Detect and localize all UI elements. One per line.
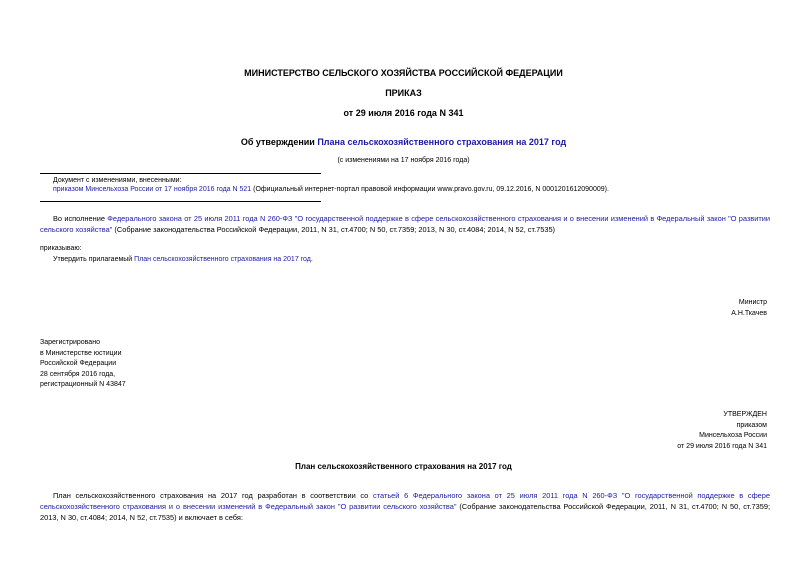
- doc-title-link[interactable]: Плана сельскохозяйственного страхования на 2017 год: [317, 137, 567, 147]
- plan-paragraph: [40, 490, 770, 523]
- preamble-prefix: Во исполнение: [53, 214, 108, 223]
- signature-block: [731, 298, 767, 319]
- doc-date-number: от 29 июля 2016 года N 341: [343, 108, 464, 118]
- ministry-heading: МИНИСТЕРСТВО СЕЛЬСКОГО ХОЗЯЙСТВА РОССИЙСКОЙ ФЕДЕРАЦИИ: [244, 68, 563, 78]
- divider-top: [40, 173, 321, 174]
- preamble-suffix: (Собрание законодательства Российской Федерации, 2011, N 31, ст.4700; N 50, ст.7359; 2013, N 30, ст.4084; 2014, N 52, ст.7535): [112, 225, 556, 234]
- amendments-line: [53, 186, 609, 193]
- doc-type-heading: ПРИКАЗ: [385, 88, 422, 98]
- signature-position: Министр: [738, 299, 767, 306]
- approval-line: Минсельхоза России: [699, 432, 767, 439]
- article-link[interactable]: статьей 6 Федерального закона от 25 июля 2011 года N 260-ФЗ "О государственной поддержке в сфере сельскохозяйственного страхования и о внесении изменений в Федеральный закон "О развитии сельского хозяйства": [40, 491, 770, 511]
- amendment-order-link[interactable]: приказом Минсельхоза России от 17 ноября 2016 года N 521: [53, 186, 252, 193]
- approval-block: [677, 410, 767, 452]
- federal-law-link[interactable]: Федерального закона от 25 июля 2011 года N 260-ФЗ "О государственной поддержке в сфере сельскохозяйственного страхования и о внесении изменений в Федеральный закон "О развитии сельского хозяйства": [40, 214, 770, 234]
- approval-line: УТВЕРЖДЕН: [723, 411, 767, 418]
- registration-block: [40, 338, 126, 391]
- plan-link[interactable]: План сельскохозяйственного страхования на 2017 год: [134, 256, 311, 263]
- doc-title: [0, 137, 807, 147]
- order-word: приказываю:: [40, 245, 82, 252]
- plan-suffix: (Собрание законодательства Российской Федерации, 2011, N 31, ст.4700; N 50, ст.7359; 2013, N 30, ст.4084; 2014, N 52, ст.7535) и включает в себя:: [40, 502, 770, 522]
- order-suffix: .: [310, 256, 313, 263]
- registration-line: Зарегистрировано: [40, 339, 100, 346]
- plan-prefix: План сельскохозяйственного страхования на 2017 год разработан в соответствии со: [53, 491, 373, 500]
- registration-line: Российской Федерации: [40, 360, 117, 367]
- divider-bottom: [40, 201, 321, 202]
- changes-note: (с изменениями на 17 ноября 2016 года): [337, 157, 470, 164]
- order-prefix: Утвердить прилагаемый: [53, 256, 135, 263]
- approval-line: от 29 июля 2016 года N 341: [677, 442, 767, 450]
- signature-name: А.Н.Ткачев: [731, 309, 767, 317]
- preamble-paragraph: [40, 213, 770, 235]
- amendment-source: (Официальный интернет-портал правовой информации www.pravo.gov.ru, 09.12.2016, N 0001201612090009).: [251, 186, 609, 193]
- amendments-label: Документ с изменениями, внесенными:: [53, 177, 182, 184]
- plan-title: План сельскохозяйственного страхования на 2017 год: [295, 462, 512, 471]
- doc-title-prefix: Об утверждении: [240, 137, 318, 147]
- order-text: [53, 256, 313, 263]
- registration-line: регистрационный N 43847: [40, 381, 126, 388]
- registration-line: в Министерстве юстиции: [40, 349, 122, 357]
- approval-line: приказом: [736, 421, 767, 429]
- registration-line: 28 сентября 2016 года,: [40, 370, 116, 378]
